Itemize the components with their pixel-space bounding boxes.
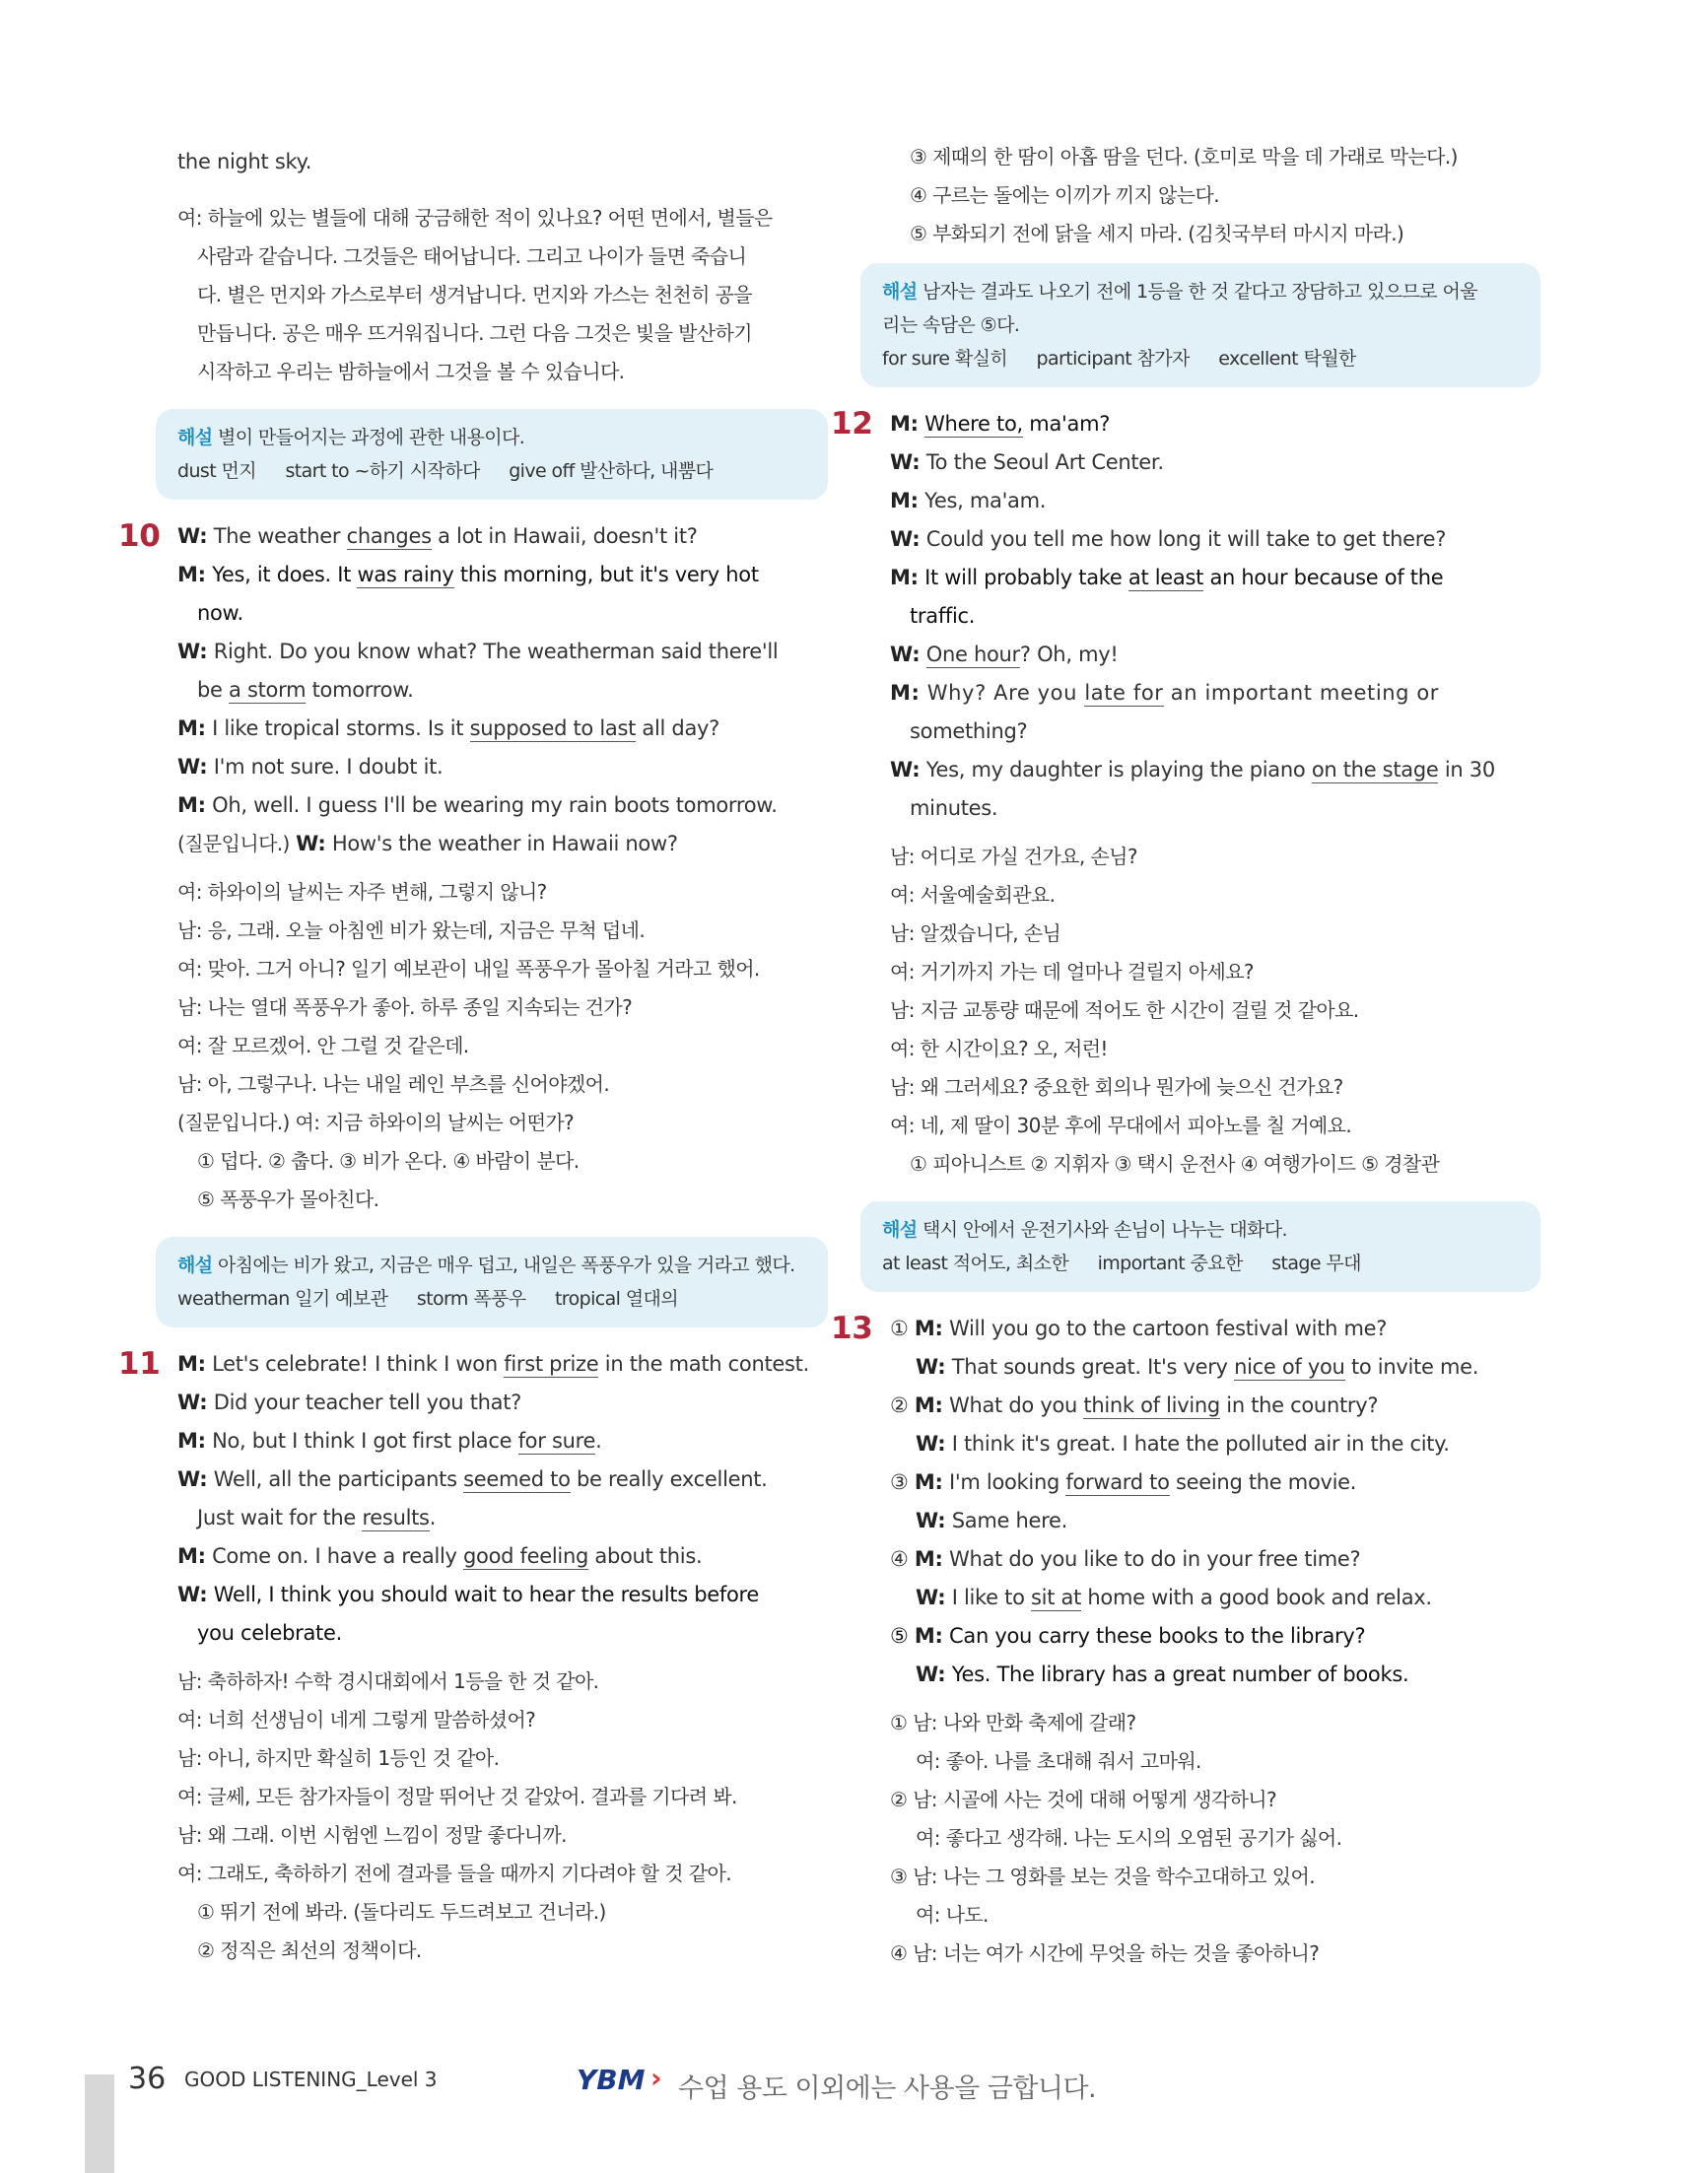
speaker-label: W:	[890, 758, 921, 781]
answer-option: ③ 제때의 한 땀이 아홉 땀을 던다. (호미로 막을 데 가래로 막는다.)	[910, 145, 1458, 169]
key-phrase: results	[362, 1506, 430, 1529]
korean-line: 시작하고 우리는 밤하늘에서 그것을 볼 수 있습니다.	[197, 360, 625, 383]
korean-line: 남: 어디로 가실 건가요, 손님?	[890, 845, 1137, 868]
text-line: I'm not sure. I doubt it.	[213, 755, 444, 779]
text-line: Yes. The library has a great number of books.	[951, 1663, 1409, 1686]
speaker-label: M:	[890, 681, 921, 705]
korean-line: 남: 알겠습니다, 손님	[890, 921, 1061, 945]
question-marker: (질문입니다.)	[177, 832, 290, 855]
text-line: Same here.	[951, 1509, 1067, 1532]
choice-number: ③	[890, 1470, 909, 1494]
key-phrase: first prize	[504, 1352, 599, 1376]
korean-line: 여: 하늘에 있는 별들에 대해 궁금해한 적이 있나요? 어떤 면에서, 별들은	[177, 206, 773, 230]
speaker-label: W:	[916, 1663, 946, 1686]
vocab-item: give off 발산하다, 내뿜다	[509, 460, 714, 482]
speaker-label: W:	[890, 450, 921, 474]
vocab-item: participant 참가자	[1036, 348, 1190, 370]
korean-line: 남: 왜 그래. 이번 시험엔 느낌이 정말 좋다니까.	[177, 1823, 567, 1847]
explanation-label: 해설	[882, 281, 918, 303]
key-phrase: good feeling	[463, 1544, 588, 1568]
korean-line: ① 남: 나와 만화 축제에 갈래?	[890, 1711, 1136, 1734]
korean-line: 사람과 같습니다. 그것들은 태어납니다. 그리고 나이가 들면 죽습니	[197, 244, 747, 268]
text-line: Could you tell me how long it will take to get there?	[925, 527, 1447, 551]
korean-line: 남: 아, 그렇구나. 나는 내일 레인 부츠를 신어야겠어.	[177, 1072, 610, 1096]
explanation-label: 해설	[177, 1255, 213, 1276]
vocab-item: dust 먼지	[177, 460, 256, 482]
answer-option: ② 정직은 최선의 정책이다.	[197, 1938, 422, 1962]
korean-line: 여: 서울예술회관요.	[890, 883, 1056, 907]
speaker-label: W:	[890, 643, 921, 666]
text-line: minutes.	[910, 796, 998, 820]
korean-line: 남: 축하하자! 수학 경시대회에서 1등을 한 것 같아.	[177, 1669, 599, 1693]
vocab-item: important 중요한	[1097, 1253, 1243, 1274]
brand-logo: YBM	[577, 2064, 646, 2096]
question-12: 12 M: Where to, ma'am? W: To the Seoul Art Center. M: Yes, ma'am. W: Could you tell me how long it will take to get there? M: It will probably take at least an hour because of the traffic. W: One hour? Oh, my! M: Why? Are you late for an important meeting or something? W: Yes, my daughter is playing the piano on the stage in 30 minutes. 남: 어디로 가실 건가요, 손님? 여: 서울예술회관요. 남: 알겠습니다, 손님 여: 거기까지 가는 데 얼마나 걸릴지 아세요? 남: 지금 교통량 때문에 적어도 한 시간이 걸릴 것 같아요. 여: 한 시간이요? 오, 저런! 남: 왜 그러세요? 중요한 회의나 뭔가에 늦으신 건가요? 여: 네, 제 딸이 30분 후에 무대에서 피아노를 칠 거예요. ① 피아니스트 ② 지휘자 ③ 택시 운전사 ④ 여행가이드 ⑤ 경찰관 해설 택시 안에서 운전기사와 손님이 나누는 대화다. at least 적어도, 최소한 important 중요한 stage 무대	[831, 405, 1540, 1292]
korean-line: 여: 맞아. 그거 아니? 일기 예보관이 내일 폭풍우가 몰아칠 거라고 했어.	[177, 957, 760, 981]
text-line: I think it's great. I hate the polluted air in the city.	[951, 1432, 1450, 1456]
question-number: 13	[831, 1311, 873, 1346]
vocab-list	[882, 342, 1521, 375]
key-phrase: at least	[1127, 566, 1204, 589]
key-phrase: think of living	[1083, 1393, 1220, 1417]
explanation-box	[156, 409, 828, 500]
question-number: 10	[118, 518, 161, 554]
korean-line: ② 남: 시골에 사는 것에 대해 어떻게 생각하니?	[890, 1788, 1277, 1811]
vocab-list	[177, 1282, 808, 1316]
key-phrase: late for	[1084, 681, 1164, 705]
vocab-item: at least 적어도, 최소한	[882, 1253, 1069, 1274]
korean-line: 여: 좋아. 나를 초대해 줘서 고마워.	[916, 1749, 1201, 1773]
series-title: GOOD LISTENING_Level 3	[184, 2068, 438, 2091]
vocab-item: storm 폭풍우	[416, 1288, 526, 1310]
korean-line: 여: 나도.	[916, 1903, 989, 1927]
text-line: To the Seoul Art Center.	[925, 450, 1164, 474]
key-phrase: forward to	[1065, 1470, 1170, 1494]
footer-bar	[85, 2074, 114, 2173]
korean-line: 남: 나는 열대 폭풍우가 좋아. 하루 종일 지속되는 건가?	[177, 995, 633, 1019]
answer-option: ⑤ 부화되기 전에 닭을 세지 마라. (김칫국부터 마시지 마라.)	[910, 222, 1404, 245]
explanation-text: 아침에는 비가 왔고, 지금은 매우 덥고, 내일은 폭풍우가 있을 거라고 했다.	[217, 1255, 795, 1276]
key-phrase: changes	[346, 524, 432, 548]
korean-line: 남: 지금 교통량 때문에 적어도 한 시간이 걸릴 것 같아요.	[890, 998, 1359, 1022]
korean-line: ④ 남: 너는 여가 시간에 무엇을 하는 것을 좋아하니?	[890, 1941, 1320, 1965]
korean-line: 여: 한 시간이요? 오, 저런!	[890, 1037, 1108, 1060]
korean-line: 여: 거기까지 가는 데 얼마나 걸릴지 아세요?	[890, 960, 1254, 984]
korean-line: 여: 그래도, 축하하기 전에 결과를 들을 때까지 기다려야 할 것 같아.	[177, 1862, 731, 1885]
text-line: you celebrate.	[197, 1621, 342, 1645]
chevron-right-icon: ›	[650, 2062, 662, 2094]
speaker-label: M:	[914, 1470, 943, 1494]
speaker-label: W:	[177, 1583, 208, 1606]
answer-options: ① 피아니스트 ② 지휘자 ③ 택시 운전사 ④ 여행가이드 ⑤ 경찰관	[910, 1152, 1440, 1176]
speaker-label: M:	[914, 1393, 943, 1417]
usage-notice: 수업 용도 이외에는 사용을 금합니다.	[678, 2073, 1097, 2104]
vocab-item: start to ~하기 시작하다	[285, 460, 480, 482]
speaker-label: M:	[914, 1624, 943, 1648]
answer-option: ④ 구르는 돌에는 이끼가 끼지 않는다.	[910, 183, 1219, 207]
text-line: How's the weather in Hawaii now?	[331, 832, 678, 855]
speaker-label: W:	[296, 832, 326, 855]
explanation-box	[860, 263, 1540, 387]
korean-line: 만듭니다. 공은 매우 뜨거워집니다. 그런 다음 그것은 빛을 발산하기	[197, 321, 753, 345]
key-phrase: was rainy	[357, 563, 454, 586]
vocab-list	[177, 454, 808, 488]
page-number: 36	[128, 2062, 167, 2096]
key-phrase: supposed to last	[469, 716, 637, 740]
speaker-label: W:	[177, 524, 208, 548]
korean-line: 여: 너희 선생님이 네게 그렇게 말씀하셨어?	[177, 1708, 536, 1732]
speaker-label: W:	[177, 1391, 208, 1414]
text-line: What do you like to do in your free time?	[949, 1547, 1361, 1571]
key-phrase: a storm	[229, 678, 307, 702]
text-line: Well, I think you should wait to hear the results before	[213, 1583, 759, 1606]
explanation-label: 해설	[882, 1219, 918, 1241]
vocab-item: weatherman 일기 예보관	[177, 1288, 388, 1310]
korean-line: 남: 응, 그래. 오늘 아침엔 비가 왔는데, 지금은 무척 덥네.	[177, 918, 646, 942]
answer-option: ① 뛰기 전에 봐라. (돌다리도 두드려보고 건너라.)	[197, 1900, 606, 1924]
korean-line: 남: 왜 그러세요? 중요한 회의나 뭔가에 늦으신 건가요?	[890, 1075, 1343, 1099]
text-line: the night sky.	[177, 150, 312, 173]
text-line: Did your teacher tell you that?	[213, 1391, 521, 1414]
key-phrase: seemed to	[463, 1467, 571, 1491]
text-line: something?	[910, 719, 1028, 743]
vocab-item: excellent 탁월한	[1218, 348, 1356, 370]
text-line: Oh, well. I guess I'll be wearing my rain boots tomorrow.	[212, 793, 778, 817]
explanation-box	[860, 1201, 1540, 1292]
key-phrase: One hour	[925, 643, 1020, 666]
speaker-label: M:	[890, 489, 919, 512]
explanation-label: 해설	[177, 427, 213, 448]
korean-line: 여: 네, 제 딸이 30분 후에 무대에서 피아노를 칠 거예요.	[890, 1114, 1352, 1137]
vocab-item: for sure 확실히	[882, 348, 1008, 370]
question-10: 10 W: The weather changes a lot in Hawaii, doesn't it? M: Yes, it does. It was rainy this morning, but it's very hot now. W: Right. Do you know what? The weatherman said there'll be a storm tomorrow. M: I like tropical storms. Is it supposed to last all day? W: I'm not sure. I doubt it. M: Oh, well. I guess I'll be wearing my rain boots tomorrow. (질문입니다.) W: How's the weather in Hawaii now? 여: 하와이의 날씨는 자주 변해, 그렇지 않니? 남: 응, 그래. 오늘 아침엔 비가 왔는데, 지금은 무척 덥네. 여: 맞아. 그거 아니? 일기 예보관이 내일 폭풍우가 몰아칠 거라고 했어. 남: 나는 열대 폭풍우가 좋아. 하루 종일 지속되는 건가? 여: 잘 모르겠어. 안 그럴 것 같은데. 남: 아, 그렇구나. 나는 내일 레인 부츠를 신어야겠어. (질문입니다.) 여: 지금 하와이의 날씨는 어떤가? ① 덥다. ② 춥다. ③ 비가 온다. ④ 바람이 분다. ⑤ 폭풍우가 몰아친다. 해설 아침에는 비가 왔고, 지금은 매우 덥고, 내일은 폭풍우가 있을 거라고 했다. weatherman 일기 예보관 storm 폭풍우 tropical 열대의	[118, 517, 828, 1327]
left-column	[118, 143, 828, 1970]
speaker-label: W:	[916, 1509, 946, 1532]
choice-number: ④	[890, 1547, 909, 1571]
choice-number: ⑤	[890, 1624, 909, 1648]
speaker-label: W:	[916, 1432, 946, 1456]
speaker-label: M:	[177, 1352, 206, 1376]
korean-line: 여: 좋다고 생각해. 나는 도시의 오염된 공기가 싫어.	[916, 1826, 1342, 1850]
right-column	[831, 138, 1540, 1973]
text-line: Will you go to the cartoon festival with me?	[949, 1317, 1388, 1340]
answer-options: ⑤ 폭풍우가 몰아친다.	[197, 1188, 379, 1211]
answer-options: ① 덥다. ② 춥다. ③ 비가 온다. ④ 바람이 분다.	[197, 1149, 580, 1173]
speaker-label: M:	[890, 412, 919, 436]
key-phrase: sit at	[1031, 1586, 1082, 1609]
key-phrase: Where to,	[924, 412, 1023, 436]
vocab-list	[882, 1247, 1521, 1280]
vocab-item: stage 무대	[1271, 1253, 1361, 1274]
speaker-label: W:	[916, 1586, 946, 1609]
text-line: Can you carry these books to the library?	[949, 1624, 1366, 1648]
speaker-label: M:	[177, 1429, 206, 1453]
key-phrase: on the stage	[1311, 758, 1439, 781]
speaker-label: M:	[177, 716, 206, 740]
speaker-label: M:	[177, 793, 206, 817]
speaker-label: W:	[177, 1467, 208, 1491]
choice-number: ①	[890, 1317, 909, 1340]
explanation-box	[156, 1237, 828, 1327]
korean-line: 남: 아니, 하지만 확실히 1등인 것 같아.	[177, 1746, 500, 1770]
key-phrase: for sure	[517, 1429, 596, 1453]
speaker-label: M:	[890, 566, 919, 589]
korean-line: 여: 글쎄, 모든 참가자들이 정말 뛰어난 것 같았어. 결과를 기다려 봐.	[177, 1785, 737, 1808]
speaker-label: W:	[177, 755, 208, 779]
vocab-item: tropical 열대의	[554, 1288, 679, 1310]
choice-number: ②	[890, 1393, 909, 1417]
speaker-label: W:	[890, 527, 921, 551]
speaker-label: W:	[916, 1355, 946, 1379]
question-13: 13 ① M: Will you go to the cartoon festival with me? W: That sounds great. It's very nice of you to invite me. ② M: What do you think of living in the country? W: I think it's great. I hate the polluted air in the city. ③ M: I'm looking forward to seeing the movie. W: Same here. ④ M: What do you like to do in your free time? W: I like to sit at home with a good book and relax. ⑤ M: Can you carry these books to the library? W: Yes. The library has a great number of books. ① 남: 나와 만화 축제에 갈래? 여: 좋아. 나를 초대해 줘서 고마워. ② 남: 시골에 사는 것에 대해 어떻게 생각하니? 여: 좋다고 생각해. 나는 도시의 오염된 공기가 싫어. ③ 남: 나는 그 영화를 보는 것을 학수고대하고 있어. 여: 나도. ④ 남: 너는 여가 시간에 무엇을 하는 것을 좋아하니?	[831, 1310, 1540, 1973]
korean-line: (질문입니다.) 여: 지금 하와이의 날씨는 어떤가?	[177, 1111, 575, 1134]
speaker-label: M:	[177, 1544, 206, 1568]
text-line: now.	[197, 601, 243, 625]
question-number: 11	[118, 1346, 161, 1382]
explanation-text: 택시 안에서 운전기사와 손님이 나누는 대화다.	[922, 1219, 1287, 1241]
explanation-text: 남자는 결과도 나오기 전에 1등을 한 것 같다고 장담하고 있으므로 어울	[922, 281, 1477, 303]
key-phrase: nice of you	[1234, 1355, 1345, 1379]
speaker-label: M:	[914, 1317, 943, 1340]
text-line: traffic.	[910, 604, 976, 628]
speaker-label: W:	[177, 640, 208, 663]
korean-line: ③ 남: 나는 그 영화를 보는 것을 학수고대하고 있어.	[890, 1865, 1315, 1888]
korean-line: 여: 하와이의 날씨는 자주 변해, 그렇지 않니?	[177, 880, 547, 904]
speaker-label: M:	[177, 563, 206, 586]
speaker-label: M:	[914, 1547, 943, 1571]
text-line: Yes, ma'am.	[924, 489, 1047, 512]
explanation-text: 리는 속담은 ⑤다.	[882, 314, 1020, 336]
question-11: 11 M: Let's celebrate! I think I won first prize in the math contest. W: Did your teacher tell you that? M: No, but I think I got first place for sure. W: Well, all the participants seemed to be really excellent. Just wait for the results. M: Come on. I have a really good feeling about this. W: Well, I think you should wait to hear the results before you celebrate. 남: 축하하자! 수학 경시대회에서 1등을 한 것 같아. 여: 너희 선생님이 네게 그렇게 말씀하셨어? 남: 아니, 하지만 확실히 1등인 것 같아. 여: 글쎄, 모든 참가자들이 정말 뛰어난 것 같았어. 결과를 기다려 봐. 남: 왜 그래. 이번 시험엔 느낌이 정말 좋다니까. 여: 그래도, 축하하기 전에 결과를 들을 때까지 기다려야 할 것 같아. ① 뛰기 전에 봐라. (돌다리도 두드려보고 건너라.) ② 정직은 최선의 정책이다.	[118, 1345, 828, 1970]
explanation-text: 별이 만들어지는 과정에 관한 내용이다.	[217, 427, 525, 448]
korean-line: 여: 잘 모르겠어. 안 그럴 것 같은데.	[177, 1034, 469, 1057]
question-number: 12	[831, 406, 873, 441]
korean-line: 다. 별은 먼지와 가스로부터 생겨납니다. 먼지와 가스는 천천히 공을	[197, 283, 753, 306]
